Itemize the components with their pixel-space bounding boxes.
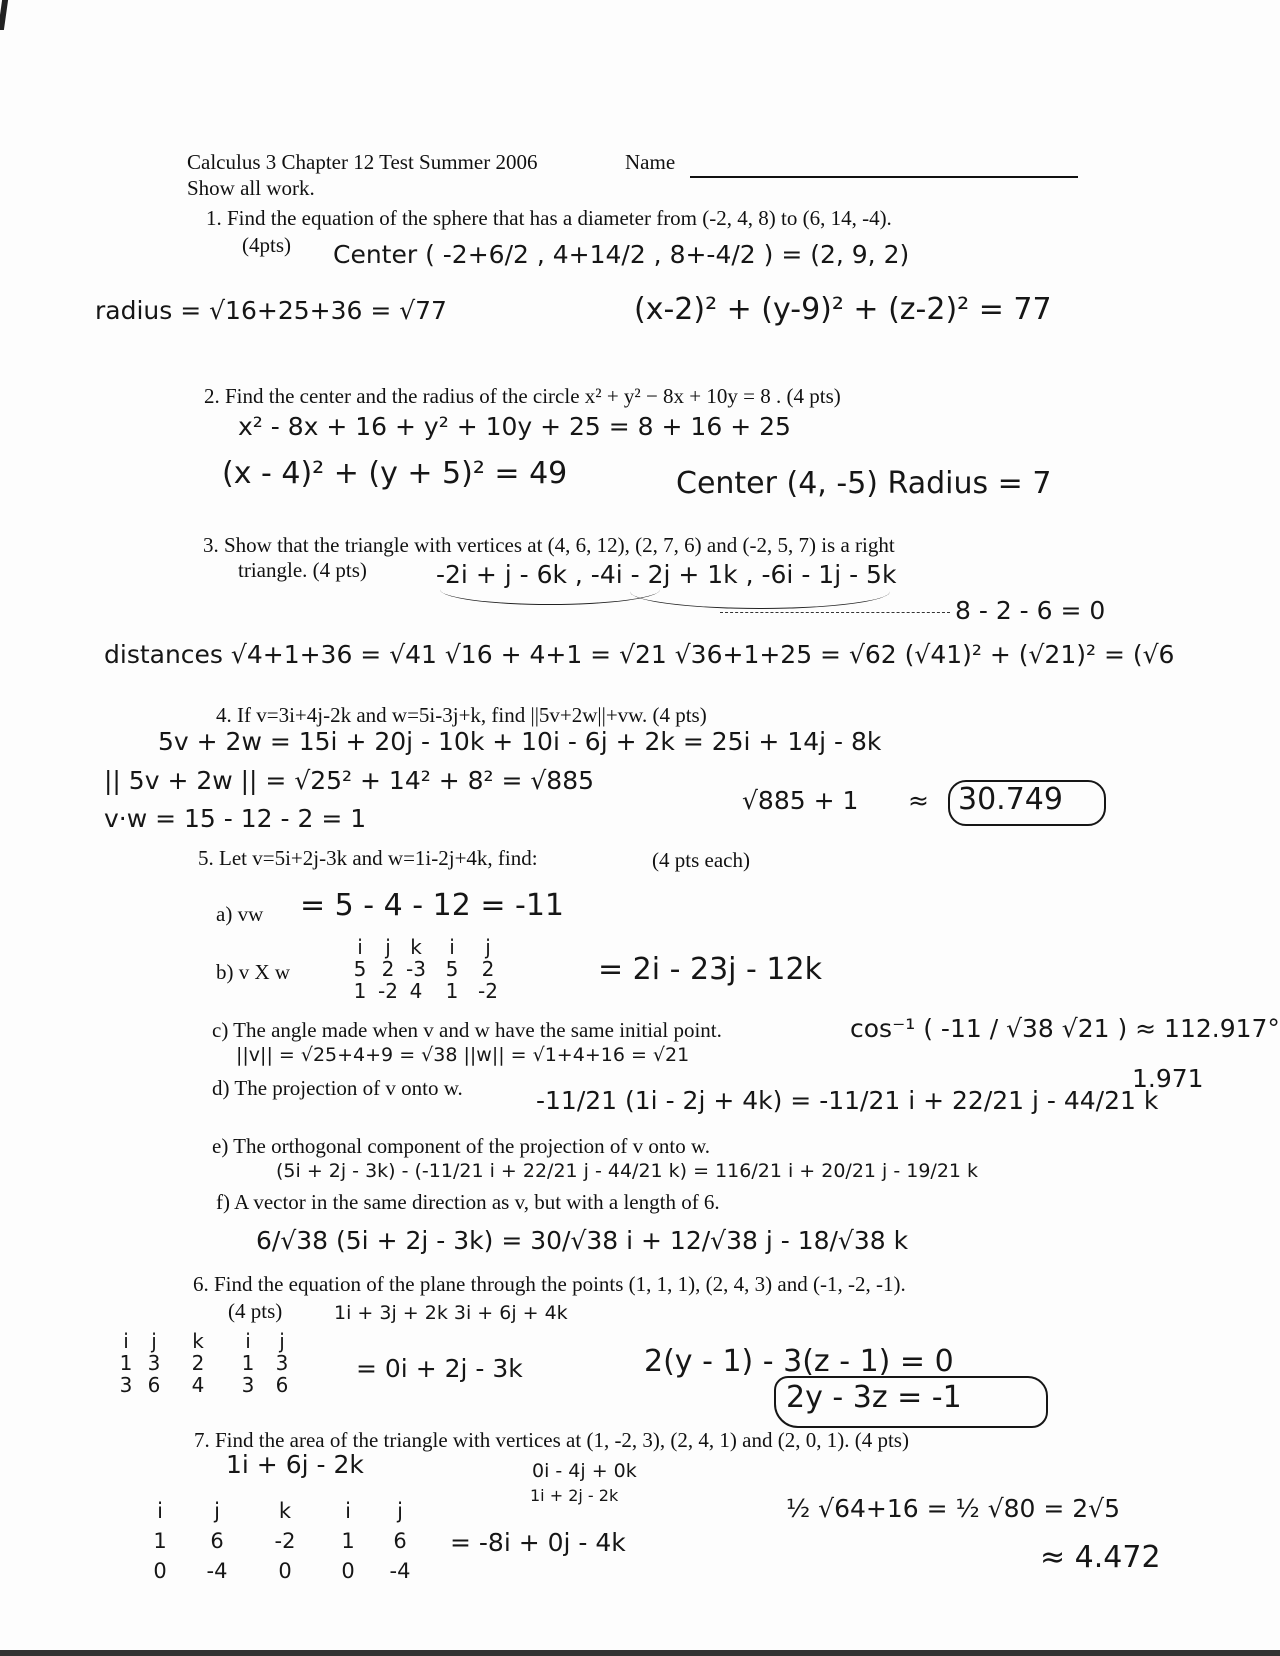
matrix-cell: 1 (341, 1529, 355, 1553)
problem-6-answer: 2y - 3z = -1 (786, 1380, 962, 1415)
problem-5b-label: b) v X w (216, 960, 291, 984)
matrix-cell: 4 (191, 1373, 205, 1397)
problem-5f-work: 6/√38 (5i + 2j - 3k) = 30/√38 i + 12/√38 j - 18/√38 k (256, 1226, 909, 1255)
matrix-cell: -2 (378, 979, 398, 1003)
matrix-cell: 5 (445, 957, 459, 981)
matrix-cell: -4 (206, 1559, 228, 1583)
problem-2-work-line-2: (x - 4)² + (y + 5)² = 49 (222, 456, 568, 491)
matrix-cell: j (214, 1499, 220, 1523)
matrix-cell: k (410, 935, 422, 959)
matrix-cell: -2 (478, 979, 498, 1003)
problem-5f-label: f) A vector in the same direction as v, but with a length of 6. (216, 1190, 720, 1214)
problem-1-equation-work: (x-2)² + (y-9)² + (z-2)² = 77 (634, 292, 1052, 327)
problem-7-matrix (138, 1496, 422, 1586)
problem-5d-work: -11/21 (1i - 2j + 4k) = -11/21 i + 22/21 j - 44/21 k (536, 1086, 1159, 1115)
matrix-cell: 1 (153, 1529, 167, 1553)
matrix-cell: 2 (481, 957, 495, 981)
name-label: Name (625, 150, 676, 174)
problem-5e-work: (5i + 2j - 3k) - (-11/21 i + 22/21 j - 44/21 k) = 116/21 i + 20/21 j - 19/21 k (276, 1160, 979, 1182)
matrix-cell: 0 (278, 1559, 292, 1583)
problem-7-vector-2b: 1i + 2j - 2k (530, 1486, 619, 1505)
scan-edge-mark (0, 0, 8, 30)
matrix-cell: 1 (353, 979, 367, 1003)
problem-2-work-line-1: x² - 8x + 16 + y² + 10y + 25 = 8 + 16 + 25 (238, 412, 791, 441)
problem-6-points: (4 pts) (228, 1299, 283, 1323)
name-blank-line (690, 176, 1078, 178)
matrix-cell: 1 (445, 979, 459, 1003)
matrix-cell: i (245, 1329, 251, 1353)
problem-6-plane-work: 2(y - 1) - 3(z - 1) = 0 (644, 1344, 954, 1379)
problem-2-answer: Center (4, -5) Radius = 7 (676, 466, 1052, 501)
matrix-cell: i (157, 1499, 163, 1523)
problem-1-prompt: 1. Find the equation of the sphere that has a diameter from (-2, 4, 8) to (6, 14, -4). (206, 206, 892, 230)
problem-5-points: (4 pts each) (652, 848, 750, 872)
matrix-cell: 4 (409, 979, 423, 1003)
problem-5c-work: cos⁻¹ ( -11 / √38 √21 ) ≈ 112.917° (850, 1014, 1280, 1043)
problem-4-answer: 30.749 (958, 782, 1063, 817)
problem-5a-label: a) vw (216, 902, 264, 926)
matrix-cell: 2 (191, 1351, 205, 1375)
problem-4-approx-sign: ≈ (908, 786, 929, 815)
problem-4-work-line-3: v·w = 15 - 12 - 2 = 1 (104, 804, 367, 833)
matrix-cell: i (123, 1329, 129, 1353)
matrix-cell: k (192, 1329, 204, 1353)
problem-4-work-line-2b: √885 + 1 (742, 786, 859, 815)
problem-3-dash-line (720, 612, 950, 613)
problem-5b-work: = 2i - 23j - 12k (598, 952, 822, 987)
matrix-cell: 1 (241, 1351, 255, 1375)
problem-3-distances-work: distances √4+1+36 = √41 √16 + 4+1 = √21 √36+1+25 = √62 (√41)² + (√21)² = (√6 (104, 640, 1175, 669)
matrix-cell: -4 (389, 1559, 411, 1583)
matrix-cell: i (357, 935, 363, 959)
matrix-cell: 2 (381, 957, 395, 981)
problem-5c-radians: 1.971 (1132, 1064, 1204, 1093)
problem-5d-label: d) The projection of v onto w. (212, 1076, 463, 1100)
matrix-cell: 6 (275, 1373, 289, 1397)
problem-6-matrix (112, 1330, 296, 1396)
instructions: Show all work. (187, 176, 315, 200)
matrix-cell: j (397, 1499, 403, 1523)
problem-1-radius-work: radius = √16+25+36 = √77 (95, 296, 447, 325)
matrix-cell: 5 (353, 957, 367, 981)
matrix-cell: 6 (147, 1373, 161, 1397)
problem-5-prompt: 5. Let v=5i+2j-3k and w=1i-2j+4k, find: (198, 846, 538, 870)
matrix-cell: j (485, 935, 491, 959)
problem-4-work-line-2: || 5v + 2w || = √25² + 14² + 8² = √885 (104, 766, 595, 795)
matrix-cell: i (449, 935, 455, 959)
problem-2-prompt: 2. Find the center and the radius of the circle x² + y² − 8x + 10y = 8 . (4 pts) (204, 384, 841, 408)
problem-7-vector-1: 1i + 6j - 2k (226, 1450, 364, 1479)
problem-6-prompt: 6. Find the equation of the plane through the points (1, 1, 1), (2, 4, 3) and (-1, -2, -1). (193, 1272, 906, 1296)
matrix-cell: 3 (147, 1351, 161, 1375)
matrix-cell: 3 (275, 1351, 289, 1375)
test-title: Calculus 3 Chapter 12 Test Summer 2006 (187, 150, 538, 174)
problem-3-prompt: 3. Show that the triangle with vertices at (4, 6, 12), (2, 7, 6) and (-2, 5, 7) is a right (203, 533, 895, 557)
problem-3-pairing-arc-1 (440, 574, 660, 605)
matrix-cell: 1 (119, 1351, 133, 1375)
matrix-cell: j (151, 1329, 157, 1353)
matrix-cell: k (278, 1499, 292, 1523)
matrix-cell: i (345, 1499, 351, 1523)
problem-3-pairing-arc-2 (630, 574, 890, 609)
problem-5e-label: e) The orthogonal component of the projection of v onto w. (212, 1134, 711, 1158)
scan-bottom-edge (0, 1650, 1280, 1656)
problem-7-area-work: ½ √64+16 = ½ √80 = 2√5 (786, 1494, 1121, 1523)
problem-7-cross-work: = -8i + 0j - 4k (450, 1528, 626, 1557)
problem-3-vectors-work: -2i + j - 6k , -4i - 2j + 1k , -6i - 1j - 5k (436, 560, 897, 589)
problem-6-vectors-work: 1i + 3j + 2k 3i + 6j + 4k (334, 1302, 568, 1324)
matrix-cell: 0 (341, 1559, 355, 1583)
matrix-cell: 6 (210, 1529, 224, 1553)
problem-1-center-work: Center ( -2+6/2 , 4+14/2 , 8+-4/2 ) = (2, 9, 2) (333, 240, 910, 269)
problem-6-cross-work: = 0i + 2j - 3k (356, 1354, 523, 1383)
problem-5c-label: c) The angle made when v and w have the same initial point. (212, 1018, 722, 1042)
problem-5c-norms: ||v|| = √25+4+9 = √38 ||w|| = √1+4+16 = √21 (236, 1044, 690, 1066)
problem-7-approx-answer: ≈ 4.472 (1040, 1540, 1161, 1575)
problem-3-dot-product: 8 - 2 - 6 = 0 (955, 596, 1106, 625)
matrix-cell: 0 (153, 1559, 167, 1583)
problem-4-work-line-1: 5v + 2w = 15i + 20j - 10k + 10i - 6j + 2k = 25i + 14j - 8k (158, 727, 882, 756)
matrix-cell: 3 (241, 1373, 255, 1397)
problem-3-prompt-line-2: triangle. (4 pts) (238, 558, 367, 582)
matrix-cell: 6 (393, 1529, 407, 1553)
matrix-cell: -2 (274, 1529, 296, 1553)
matrix-cell: -3 (406, 957, 426, 981)
problem-5a-work: = 5 - 4 - 12 = -11 (300, 888, 565, 923)
matrix-cell: 3 (119, 1373, 133, 1397)
problem-4-prompt: 4. If v=3i+4j-2k and w=5i-3j+k, find ||5v+2w||+vw. (4 pts) (216, 703, 707, 727)
problem-1-points: (4pts) (242, 233, 291, 257)
problem-7-vector-2: 0i - 4j + 0k (532, 1460, 637, 1482)
matrix-cell: j (385, 935, 391, 959)
problem-7-prompt: 7. Find the area of the triangle with vertices at (1, -2, 3), (2, 4, 1) and (2, 0, 1). (4 pts) (194, 1428, 909, 1452)
matrix-cell: j (279, 1329, 285, 1353)
problem-5b-matrix (346, 936, 502, 1002)
